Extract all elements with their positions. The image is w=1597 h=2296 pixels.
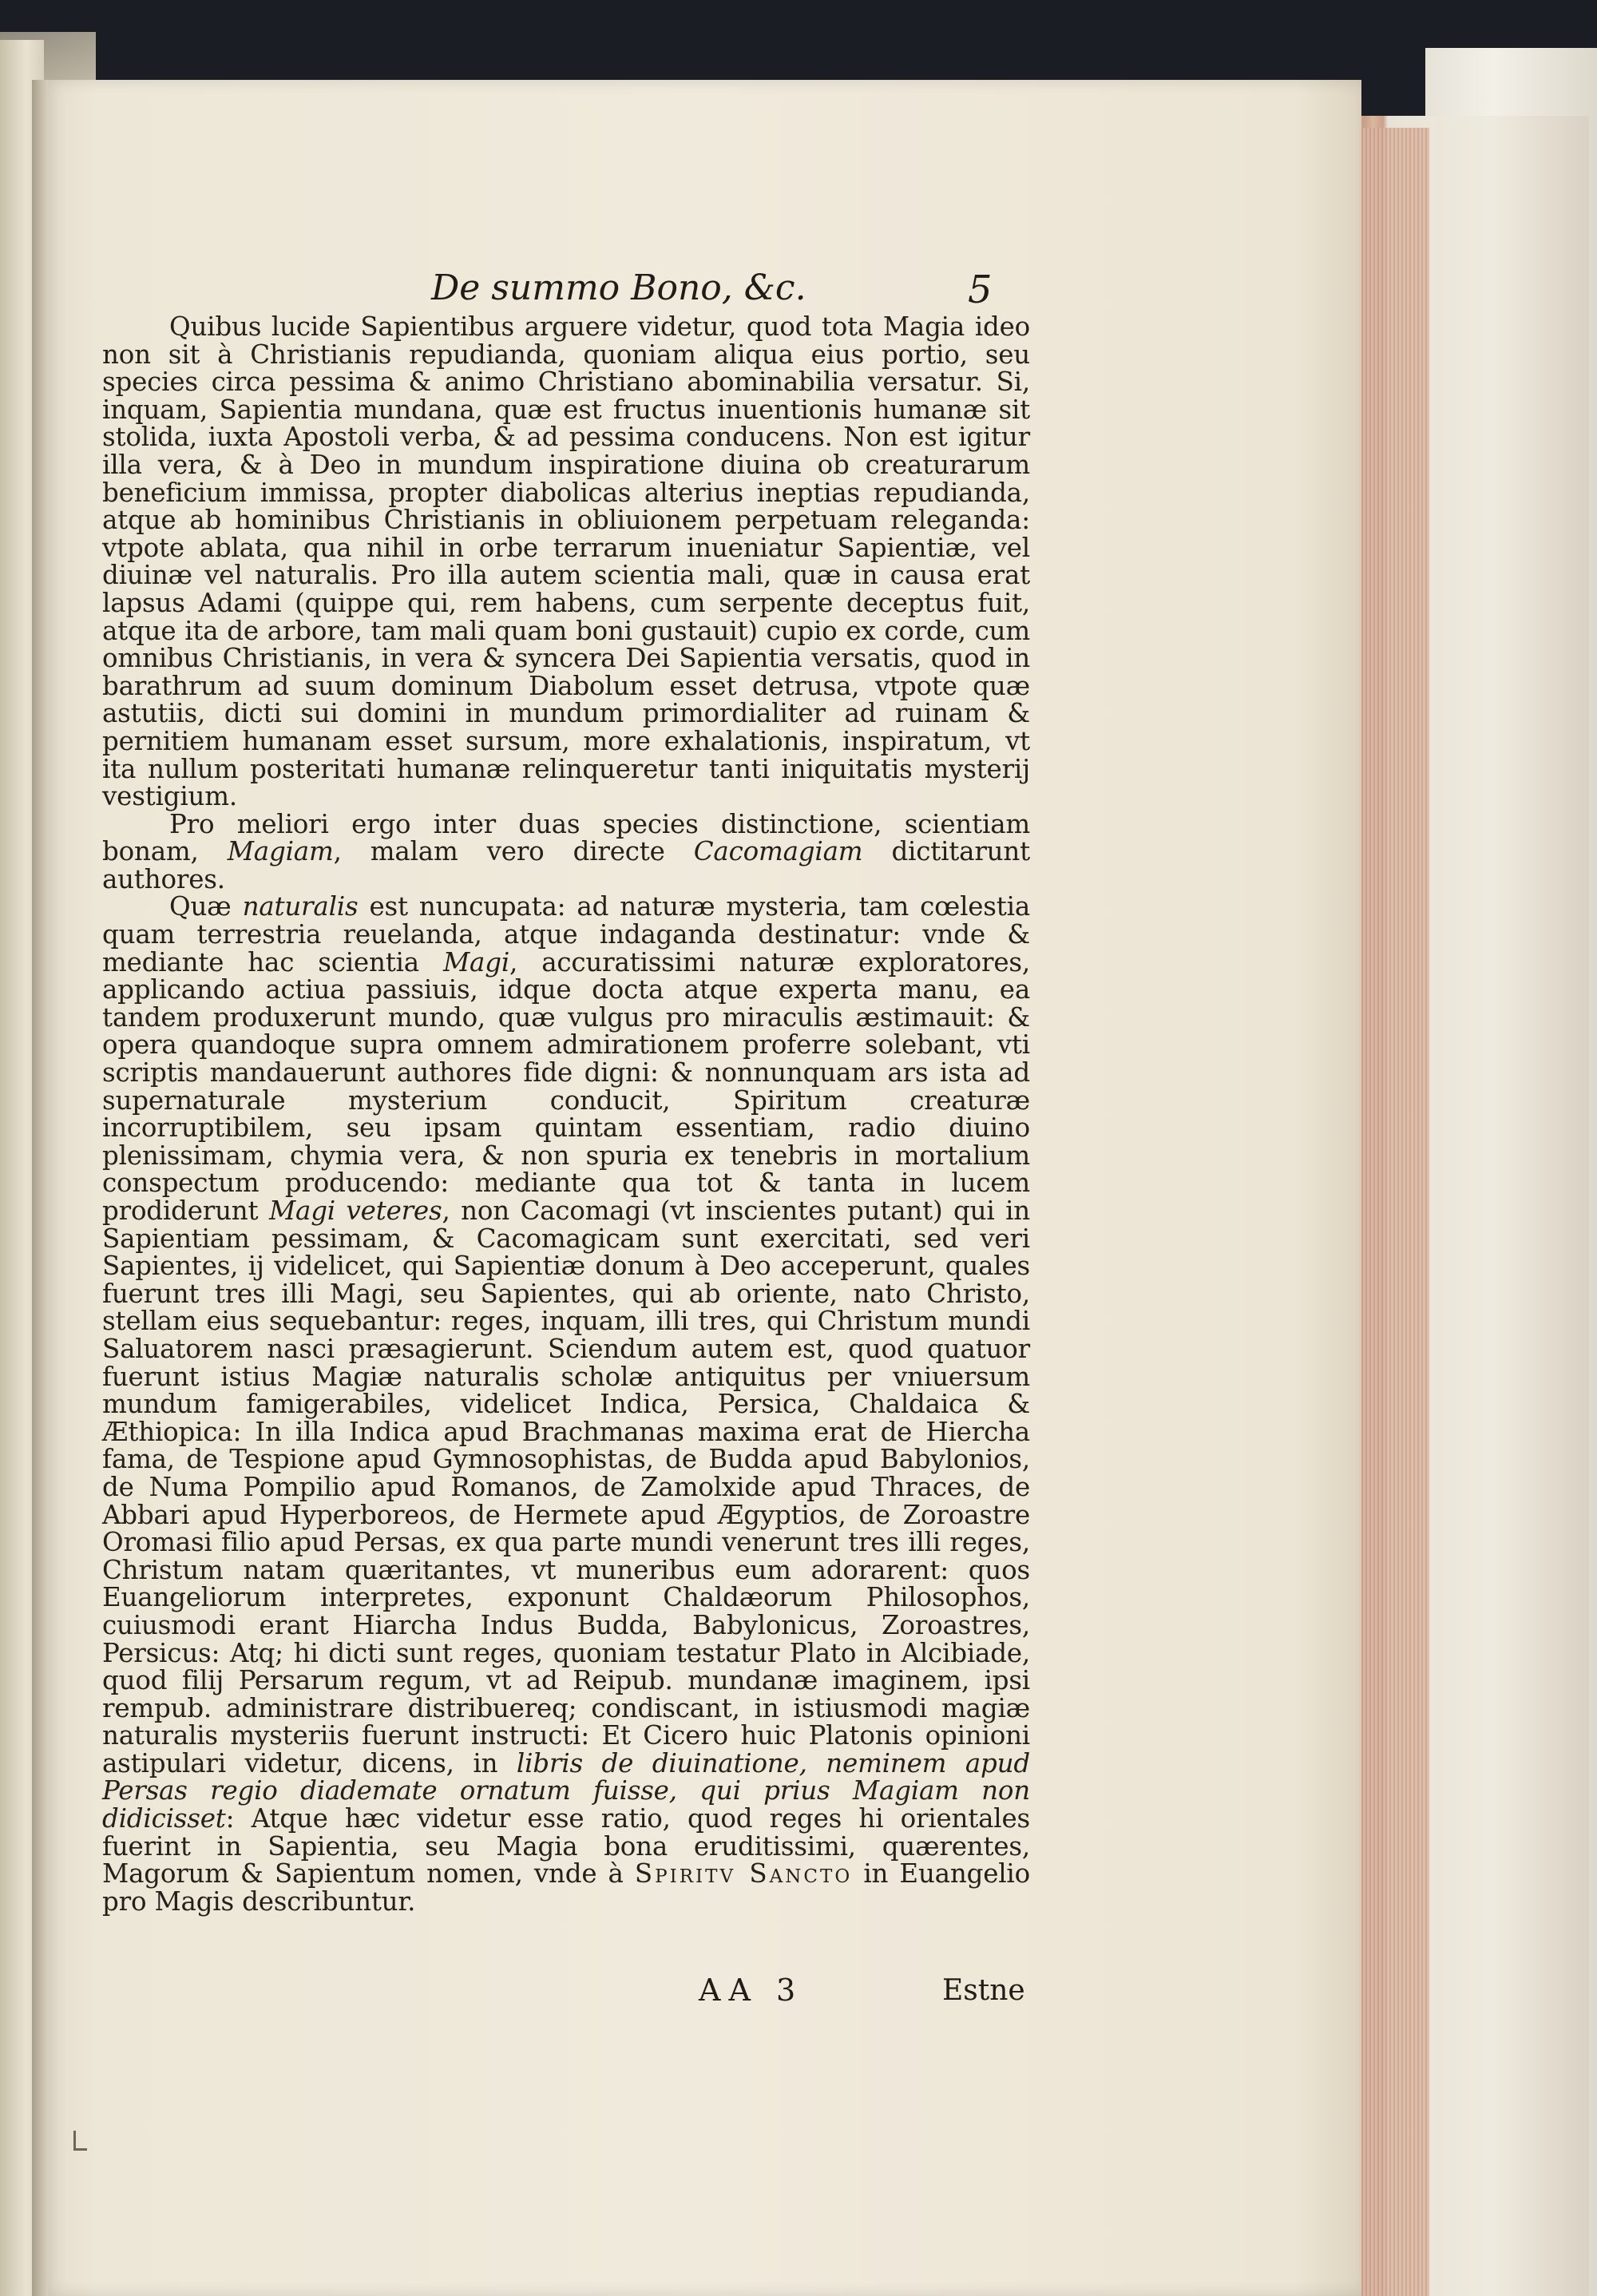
p3-spiritu-sancto: Spiritv Sancto: [634, 1858, 853, 1890]
p3-text-c: est nuncupata: ad naturæ mysteria, tam cœlestia quam terrestria reuelanda, atque indaganda destinatur: vnde & mediante hac scientia: [102, 891, 1031, 977]
p3-text-e: , accuratissimi naturæ exploratores, applicando actiua passiuis, idque docta atque experta manu, ea tandem produxerunt mundo, quæ vulgus pro miraculis æstimauit: & opera quandoque supra omnem admirationem proferre solebant, vti scriptis mandauerunt authores fide digni: & nonnunquam ars ista ad supernaturale mysterium conducit, Spiritum creaturæ incorruptibilem, seu ipsam quintam essentiam, radio diuino plenissimam, chymia vera, & non spuria ex tenebris in mortalium conspectum producendo: mediante qua tot & tanta in lucem prodiderunt: [102, 946, 1030, 1226]
running-title: De summo Bono, &c.: [431, 268, 806, 308]
p3-quote-cicero: libris de diuinatione, neminem apud Persas regio diademate ornatum fuisse, qui prius Magiam non didicisset: [102, 1747, 1030, 1834]
p2-text-e: dictitarunt authores.: [102, 836, 1031, 894]
p3-term-magi: Magi: [442, 946, 510, 977]
margin-mark: [73, 2131, 87, 2151]
page-number: 5: [968, 268, 993, 312]
p3-text-i: : Atque hæc videtur esse ratio, quod reges hi orientales fuerint in Sapientia, seu Magia bona eruditissimi, quærentes, Magorum & Sapientum nomen, vnde à: [102, 1803, 1030, 1890]
paragraph-1: Quibus lucide Sapientibus arguere videtur, quod tota Magia ideo non sit à Christianis repudianda, quoniam aliqua eius portio, seu species circa pessima & animo Christiano abominabilia versatur. Si, inquam, Sapientia mundana, quæ est fructus inuentionis humanæ sit stolida, iuxta Apostoli verba, & ad pessima conducens. Non est igitur illa vera, & à Deo in mundum inspiratione diuina ob creaturarum beneficium immissa, propter diabolicas alterius ineptias repudianda, atque ab hominibus Christianis in obliuionem perpetuam releganda: vtpote ablata, qua nihil in orbe terrarum inueniatur Sapientiæ, vel diuinæ vel naturalis. Pro illa autem scientia mali, quæ in causa erat lapsus Adami (quippe qui, rem habens, cum serpente deceptus fuit, atque ita de arbore, tam mali quam boni gustauit) cupio ex corde, cum omnibus Christianis, in vera & syncera Dei Sapientia versatis, quod in barathrum ad suum dominum Diabolum esset detrusa, vtpote quæ astutiis, dicti sui domini in mundum primordialiter ad ruinam & pernitiem humanam esset sursum, more exhalationis, inspiratum, vt ita nullum posteritati humanæ relinqueretur tanti iniquitatis mysterij vestigium.: [102, 311, 1030, 812]
p2-text-c: , malam vero directe: [333, 836, 694, 867]
catchword: Estne: [942, 1974, 1025, 2007]
page-stack: [1357, 128, 1429, 2296]
p3-text-a: Quæ: [169, 891, 243, 922]
paragraph-2: [102, 808, 1031, 894]
p3-term-magi-veteres: Magi veteres: [268, 1196, 442, 1226]
p3-text-k: in Euangelio pro Magis describuntur.: [102, 1858, 1030, 1917]
p2-text-a: Pro meliori ergo inter duas species distinctione, scientiam bonam,: [102, 808, 1030, 867]
p3-term-naturalis: naturalis: [242, 891, 359, 922]
paragraph-3: [102, 893, 1030, 1915]
body-text: [102, 313, 1030, 1915]
p2-term-cacomagiam: Cacomagiam: [693, 836, 863, 867]
signature-mark: AA 3: [699, 1973, 804, 2008]
p2-term-magiam: Magiam: [227, 836, 334, 867]
p3-text-g: , non Cacomagi (vt inscientes putant) qui in Sapientiam pessimam, & Cacomagicam sunt exercitati, sed veri Sapientes, ij videlicet, qui Sapientiæ donum à Deo acceperunt, quales fuerunt tres illi Magi, seu Sapientes, qui ab oriente, nato Christo, stellam eius sequebantur: reges, inquam, illi tres, qui Christum mundi Saluatorem nasci præsagierunt. Sciendum autem est, quod quatuor fuerunt istius Magiæ naturalis scholæ antiquitus per vniuersum mundum famigerabiles, videlicet Indica, Persica, Chaldaica & Æthiopica: In illa Indica apud Brachmanas maxima erat de Hiercha fama, de Tespione apud Gymnosophistas, de Budda apud Babylonios, de Numa Pompilio apud Romanos, de Zamolxide apud Thraces, de Abbari apud Hyperboreos, de Hermete apud Ægyptios, de Zoroastre Oromasi filio apud Persas, ex qua parte mundi venerunt tres illi reges, Christum natam quæritantes, vt muneribus eum adorarent: quos Euangeliorum interpretes, exponunt Chaldæorum Philosophos, cuiusmodi erant Hiarcha Indus Budda, Babylonicus, Zoroastres, Persicus: Atq; hi dicti sunt reges, quoniam testatur Plato in Alcibiade, quod filij Persarum regum, vt ad Reipub. mundanæ imaginem, ipsi rempub. administrare distribuereq; condiscant, in istiusmodi magiæ naturalis mysteriis fuerunt instructi: Et Cicero huic Platonis opinioni astipulari videtur, dicens, in: [102, 1196, 1030, 1779]
gutter: [32, 80, 48, 2296]
